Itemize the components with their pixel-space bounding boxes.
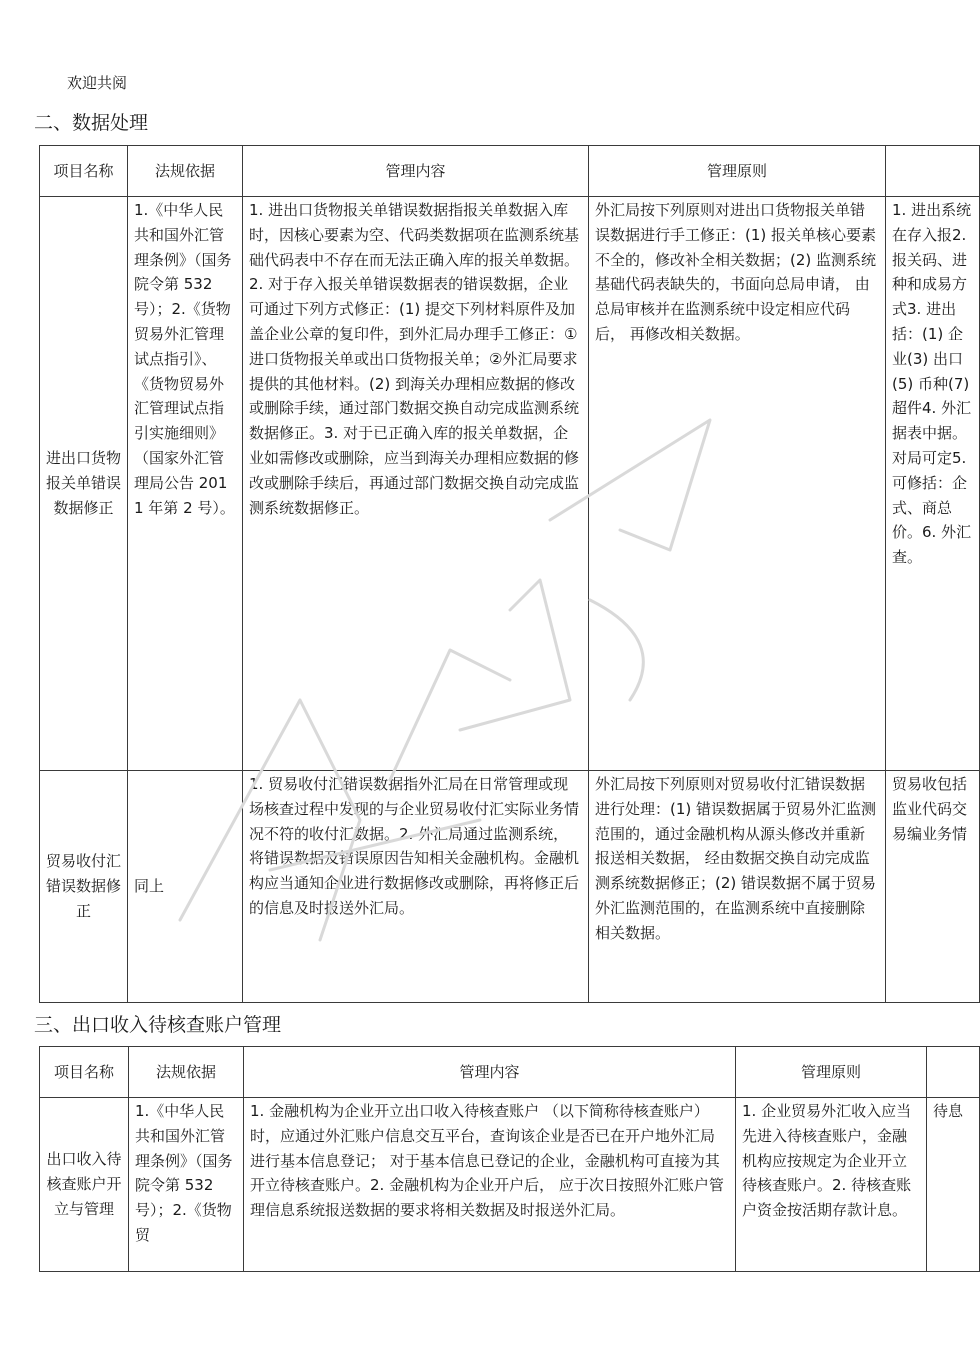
- table-row: [40, 1098, 980, 1272]
- section-title-data-processing: 二、数据处理: [34, 112, 149, 134]
- header-project-name: 项目名称: [40, 1047, 129, 1098]
- row-management-principle: 外汇局按下列原则对贸易收付汇错误数据进行处理：(1) 错误数据属于贸易外汇监测范围的，通过金融机构从源头修改并重新报送相关数据， 经由数据交换自动完成监测系统数据修正；(2) 错误数据不属于贸易外汇监测范围的，在监测系统中直接删除相关数据。: [589, 771, 886, 1003]
- row-name: 贸易收付汇错误数据修正: [40, 771, 128, 1003]
- row-management-content: 1. 进出口货物报关单错误数据指报关单数据入库时，因核心要素为空、代码类数据项在监测系统基础代码表中不存在而无法正确入库的报关单数据。2. 对于存入报关单错误数据表的错误数据，企业可通过下列方式修正：(1) 提交下列材料原件及加盖企业公章的复印件，到外汇局办理手工修正：①进口货物报关单或出口货物报关单；②外汇局要求提供的其他材料。(2) 到海关办理相应数据的修改或删除手续，通过部门数据交换自动完成监测系统数据修正。3. 对于已正确入库的报关单数据，企业如需修改或删除，应当到海关办理相应数据的修改或删除手续后，再通过部门数据交换自动完成监测系统数据修正。: [243, 197, 589, 771]
- table-header-row: [40, 146, 980, 197]
- row-cut-off-content: 1. 进出系统在存入报2. 报关码、进种和成易方式3. 进出括：(1) 企业(3) 出口(5) 币种(7) 超件4. 外汇据表中据。对局可定5. 可修括：企式、商总价。6. 外汇查。: [886, 197, 980, 771]
- row-legal-basis: 1.《中华人民共和国外汇管理条例》（国务院令第 532 号）；2.《货物贸: [129, 1098, 244, 1272]
- pending-account-table: [39, 1046, 980, 1272]
- table-row: [40, 771, 980, 1003]
- row-management-principle: 外汇局按下列原则对进出口货物报关单错误数据进行手工修正：(1) 报关单核心要素不全的，修改补全相关数据；(2) 监测系统基础代码表缺失的，书面向总局申请， 由总局审核并在监测系统中设定相应代码后， 再修改相关数据。: [589, 197, 886, 771]
- table-header-row: [40, 1047, 980, 1098]
- table-row: [40, 197, 980, 771]
- header-project-name: 项目名称: [40, 146, 128, 197]
- welcome-text: 欢迎共阅: [67, 74, 128, 92]
- header-cut-off: [927, 1047, 980, 1098]
- row-legal-basis: 1.《中华人民共和国外汇管理条例》（国务院令第 532 号）；2.《货物贸易外汇管理试点指引》、《货物贸易外汇管理试点指引实施细则》（国家外汇管理局公告 2011 年第 2 号）。: [128, 197, 243, 771]
- header-cut-off: [886, 146, 980, 197]
- row-management-content: 1. 贸易收付汇错误数据指外汇局在日常管理或现场核查过程中发现的与企业贸易收付汇实际业务情况不符的收付汇数据。2. 外汇局通过监测系统，将错误数据及错误原因告知相关金融机构。金融机构应当通知企业进行数据修改或删除，再将修正后的信息及时报送外汇局。: [243, 771, 589, 1003]
- row-cut-off-content: 贸易收包括监业代码交易编业务情: [886, 771, 980, 1003]
- header-management-content: 管理内容: [244, 1047, 736, 1098]
- section-title-pending-account: 三、出口收入待核查账户管理: [34, 1014, 282, 1036]
- row-management-principle: 1. 企业贸易外汇收入应当先进入待核查账户，金融机构应按规定为企业开立待核查账户。2. 待核查账户资金按活期存款计息。: [736, 1098, 927, 1272]
- row-cut-off-content: 待息: [927, 1098, 980, 1272]
- row-legal-basis: 同上: [128, 771, 243, 1003]
- header-management-content: 管理内容: [243, 146, 589, 197]
- header-management-principle: 管理原则: [589, 146, 886, 197]
- header-management-principle: 管理原则: [736, 1047, 927, 1098]
- header-legal-basis: 法规依据: [128, 146, 243, 197]
- row-name: 出口收入待核查账户开立与管理: [40, 1098, 129, 1272]
- data-processing-table: [39, 145, 980, 1003]
- row-name: 进出口货物报关单错误数据修正: [40, 197, 128, 771]
- header-legal-basis: 法规依据: [129, 1047, 244, 1098]
- row-management-content: 1. 金融机构为企业开立出口收入待核查账户 （以下简称待核查账户）时，应通过外汇账户信息交互平台，查询该企业是否已在开户地外汇局进行基本信息登记； 对于基本信息已登记的企业，金融机构可直接为其开立待核查账户。2. 金融机构为企业开户后， 应于次日按照外汇账户管理信息系统报送数据的要求将相关数据及时报送外汇局。: [244, 1098, 736, 1272]
